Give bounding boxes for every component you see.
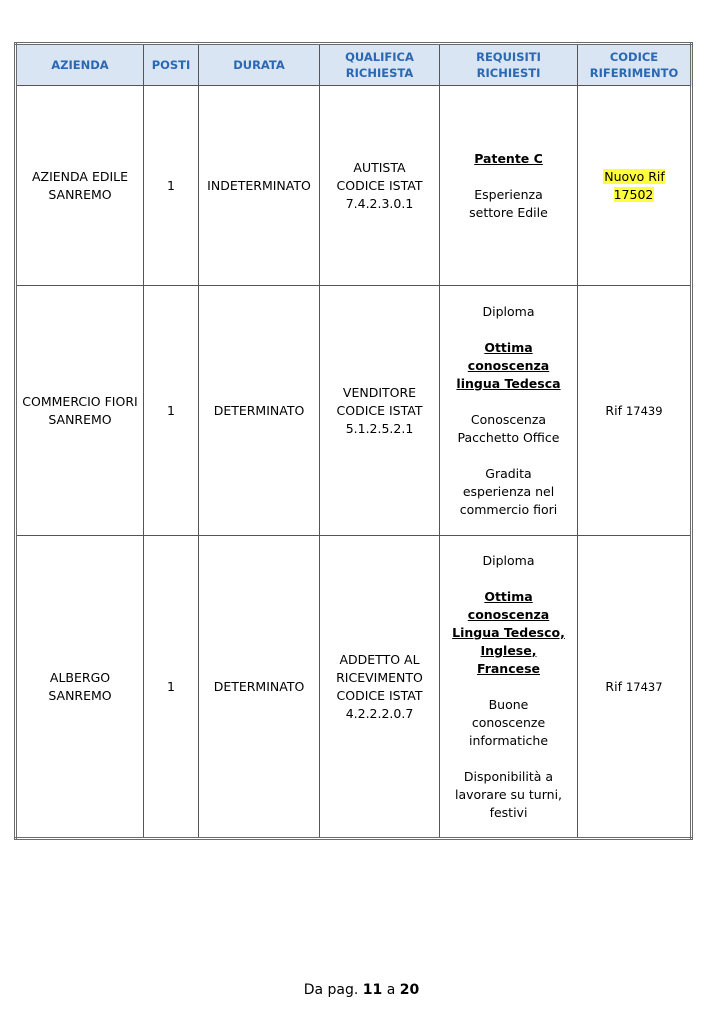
table-header-row [16, 44, 692, 86]
posti-cell: 1 [144, 86, 199, 286]
table-row [16, 86, 692, 286]
durata-cell: DETERMINATO [199, 286, 320, 536]
qualifica-cell: ADDETTO AL RICEVIMENTO CODICE ISTAT 4.2.2.2.0.7 [320, 536, 440, 839]
job-offers-sheet [14, 42, 690, 840]
requisiti-cell: Diploma Ottima conoscenza lingua Tedesca Conoscenza Pacchetto Office Gradita esperienza nel commercio fiori [440, 286, 578, 536]
page-footer [0, 982, 723, 998]
azienda-cell: AZIENDA EDILE SANREMO [16, 86, 144, 286]
codice-cell: Rif 17437 [578, 536, 692, 839]
durata-cell: DETERMINATO [199, 536, 320, 839]
qualifica-cell: VENDITORE CODICE ISTAT 5.1.2.5.2.1 [320, 286, 440, 536]
header-durata: DURATA [199, 44, 320, 86]
posti-cell: 1 [144, 536, 199, 839]
header-qualifica: QUALIFICA RICHIESTA [320, 44, 440, 86]
header-posti: POSTI [144, 44, 199, 86]
codice-cell [578, 86, 692, 286]
posti-cell: 1 [144, 286, 199, 536]
footer-total: 20 [399, 982, 420, 998]
highlighted-reference: Nuovo Rif 17502 [604, 168, 665, 202]
table-row [16, 286, 692, 536]
table-row [16, 536, 692, 839]
header-codice: CODICE RIFERIMENTO [578, 44, 692, 86]
codice-cell: Rif 17439 [578, 286, 692, 536]
header-azienda: AZIENDA [16, 44, 144, 86]
durata-cell: INDETERMINATO [199, 86, 320, 286]
job-offers-table [14, 42, 693, 840]
footer-mid: a [386, 982, 396, 998]
requisiti-cell: Diploma Ottima conoscenza Lingua Tedesco, Inglese, Francese Buone conoscenze informatiche Disponibilità a lavorare su turni, festivi [440, 536, 578, 839]
footer-page: 11 [362, 982, 383, 998]
qualifica-cell: AUTISTA CODICE ISTAT 7.4.2.3.0.1 [320, 86, 440, 286]
azienda-cell: COMMERCIO FIORI SANREMO [16, 286, 144, 536]
header-requisiti: REQUISITI RICHIESTI [440, 44, 578, 86]
requisiti-cell: Patente C Esperienza settore Edile [440, 86, 578, 286]
azienda-cell: ALBERGO SANREMO [16, 536, 144, 839]
footer-prefix: Da pag. [303, 982, 359, 998]
